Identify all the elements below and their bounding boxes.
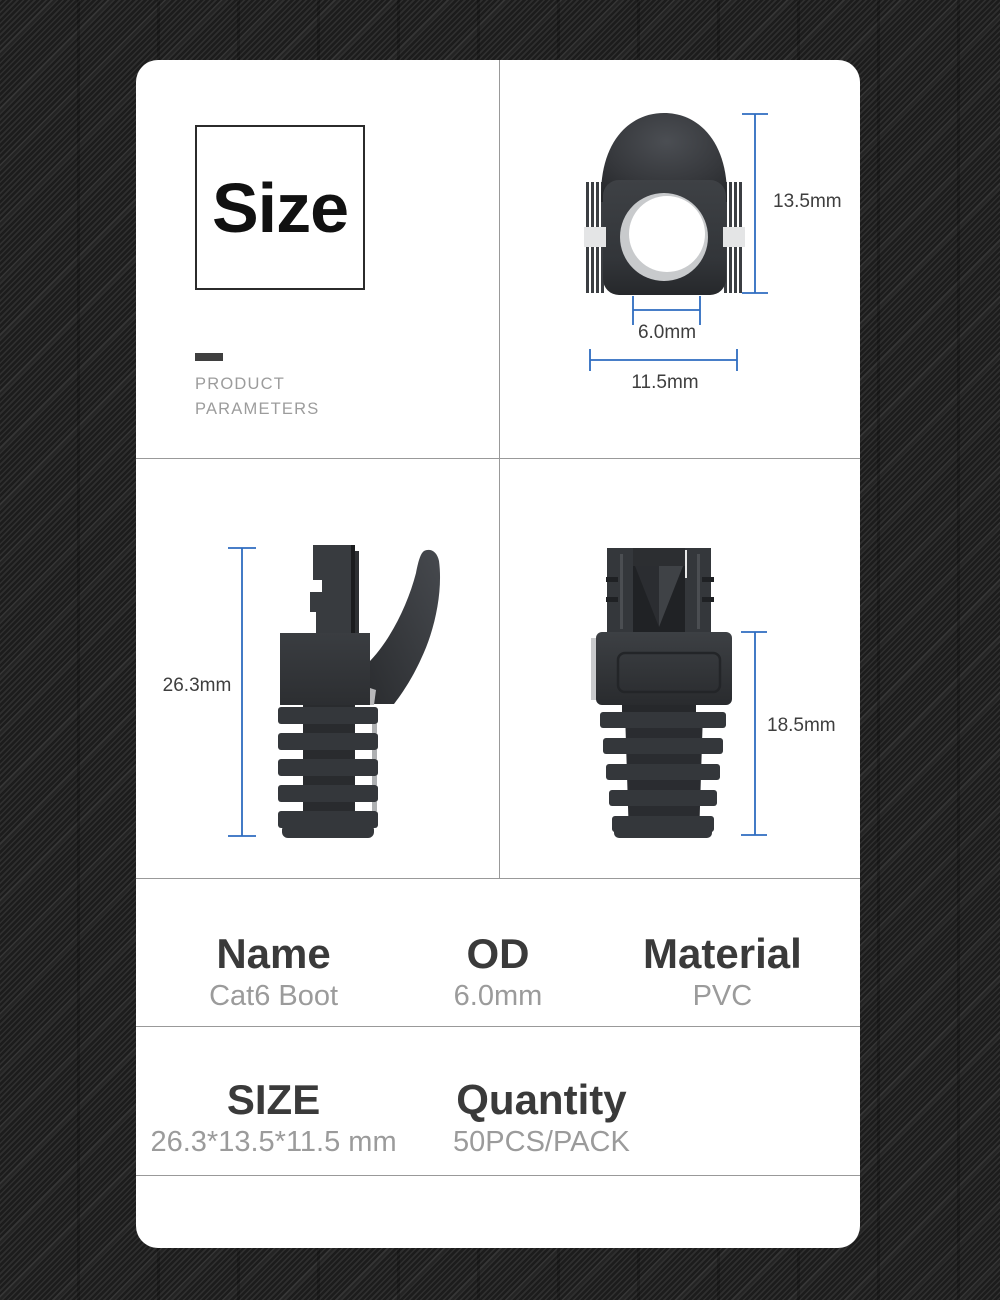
spec-label-size: SIZE [226,1076,321,1123]
rear-neck [622,705,696,713]
accent-dash [195,353,223,361]
side-clip [310,545,355,633]
front-view-illustration [499,60,860,458]
front-width-label: 11.5mm [631,372,699,393]
spec-cell-material [585,930,860,1026]
rear-prong-sliver [685,550,687,578]
subtitle-line-2: PARAMETERS [195,400,320,418]
product-parameters-card [136,60,860,1248]
side-body [280,633,370,705]
spec-cell-od [411,930,585,1026]
rear-height-dimension [741,632,767,835]
spec-value-material: PVC [692,980,753,1012]
horizontal-divider-table-bottom [136,1175,860,1176]
section-subtitle [195,372,319,422]
front-left-notch [584,227,606,247]
spec-table-row-2 [136,1026,860,1175]
front-right-notch [723,227,745,247]
spec-cell-name [136,930,411,1026]
side-view-panel [136,458,499,878]
side-clip-gap [351,545,355,633]
size-title: Size [211,168,349,247]
spec-cell-size [136,1076,411,1175]
rear-view-illustration [499,458,860,878]
spec-value-od: 6.0mm [453,980,543,1012]
spec-label-name: Name [216,930,331,977]
front-view-panel [499,60,860,458]
front-height-label: 13.5mm [773,191,842,212]
front-hole-label: 6.0mm [637,322,697,343]
rear-right-prong-highlight [697,554,700,629]
side-hook [370,550,440,704]
size-title-box [195,125,365,290]
spec-value-size: 26.3*13.5*11.5 mm [150,1126,397,1158]
rear-left-prong-highlight [620,554,623,629]
rear-view-panel [499,458,860,878]
front-width-dimension [590,349,737,371]
rear-top-bridge [633,548,685,568]
side-length-label: 26.3mm [162,675,232,696]
rear-block-sliver [591,638,596,700]
rear-height-label: 18.5mm [767,715,836,736]
spec-label-quantity: Quantity [456,1076,627,1123]
side-length-dimension [228,548,256,836]
front-hole-dimension [633,296,700,325]
spec-cell-quantity [411,1076,672,1175]
spec-cell-empty [672,1079,860,1175]
front-hole [629,196,705,272]
spec-label-material: Material [643,930,802,977]
rear-block [596,632,732,705]
side-view-illustration [136,458,499,878]
subtitle-line-1: PRODUCT [195,375,285,393]
front-height-dimension [742,114,768,293]
side-clip-back [355,551,359,633]
spec-value-name: Cat6 Boot [209,980,339,1012]
spec-label-od: OD [466,930,530,977]
spec-table-row-1 [136,878,860,1026]
spec-value-quantity: 50PCS/PACK [453,1126,630,1158]
